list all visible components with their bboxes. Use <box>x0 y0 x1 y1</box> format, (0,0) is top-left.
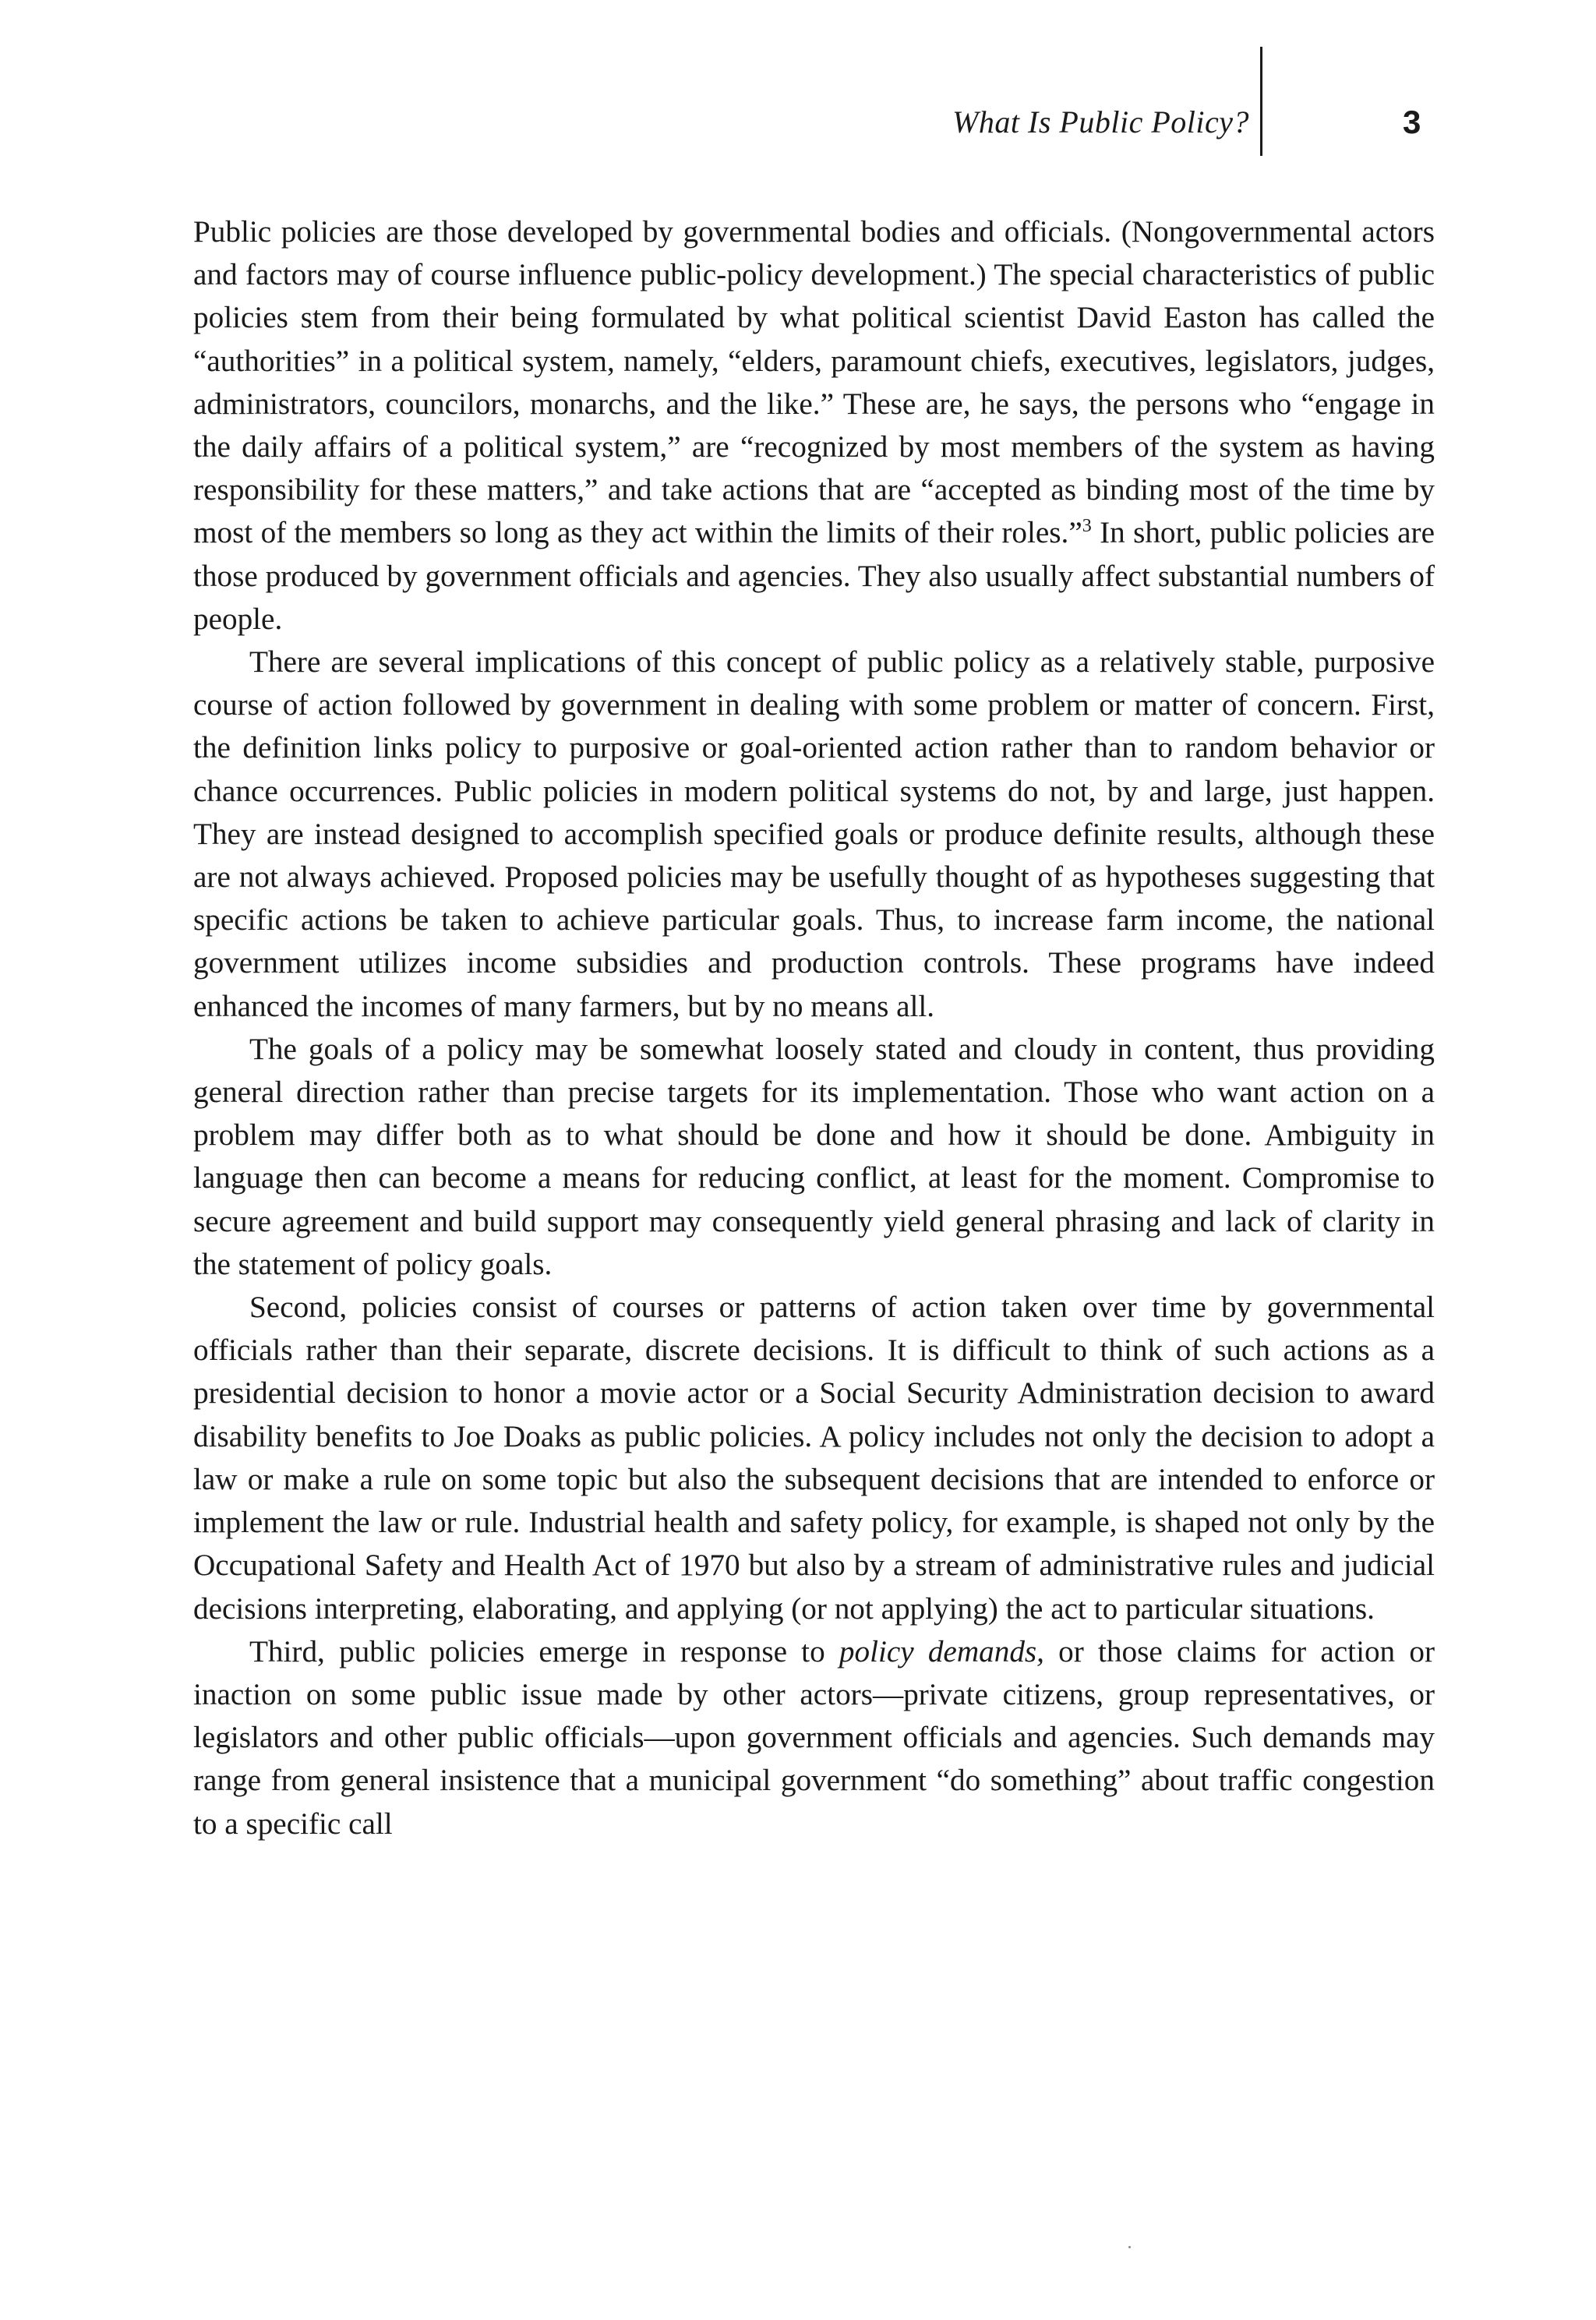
paragraph-2-text: There are several implications of this concept of public policy as a relatively stable, purposive course of action followed by government in dealing with some problem or matter of concern. First, the definition links policy to purposive or goal-oriented action rather than to random behavior or chance occurrences. Public policies in modern political systems do not, by and large, just happen. They are instead designed to accomplish specified goals or produce definite results, although these are not always achieved. Proposed policies may be usefully thought of as hypotheses suggesting that specific actions be taken to achieve particular goals. Thus, to increase farm income, the national government utilizes income subsidies and production controls. These programs have indeed enhanced the incomes of many farmers, but by no means all. <box>193 645 1435 1023</box>
paragraph-4 <box>193 1286 1435 1630</box>
paragraph-5 <box>193 1630 1435 1845</box>
paragraph-3-text: The goals of a policy may be somewhat loosely stated and cloudy in content, thus providing general direction rather than precise targets for its implementation. Those who want action on a problem may differ both as to what should be done and how it should be done. Ambiguity in language then can become a means for reducing conflict, at least for the moment. Compromise to secure agreement and build support may consequently yield general phrasing and lack of clarity in the statement of policy goals. <box>193 1032 1435 1281</box>
running-title: What Is Public Policy? <box>952 104 1249 139</box>
policy-demands-term: policy demands, <box>839 1634 1044 1668</box>
paragraph-5-text-b: or those claims for action or inaction on some public issue made by other actors—private citizens, group representatives, or legislators and other public officials—upon government officials and agencies. Such demands may range from general insistence that a municipal government “do something” about traffic congestion to a specific call <box>193 1634 1435 1841</box>
running-head <box>0 90 1596 152</box>
paragraph-1 <box>193 210 1435 641</box>
paragraph-4-text: Second, policies consist of courses or patterns of action taken over time by governmental officials rather than their separate, discrete decisions. It is difficult to think of such actions as a presidential decision to honor a movie actor or a Social Security Administration decision to award disability benefits to Joe Doaks as public policies. A policy includes not only the decision to adopt a law or make a rule on some topic but also the subsequent decisions that are intended to enforce or implement the law or rule. Industrial health and safety policy, for example, is shaped not only by the Occupational Safety and Health Act of 1970 but also by a stream of administrative rules and judicial decisions interpreting, elaborating, and applying (or not applying) the act to particular situations. <box>193 1291 1435 1626</box>
body-text <box>193 210 1435 1845</box>
scan-speck <box>1128 2246 1131 2248</box>
page-number: 3 <box>1403 104 1421 140</box>
footnote-ref-3: 3 <box>1082 516 1092 537</box>
paragraph-1-text-b: In short, public policies are those produced by government officials and agencies. They also usually affect substantial numbers of people. <box>193 516 1435 636</box>
paragraph-2 <box>193 641 1435 1028</box>
paragraph-5-text-a: Third, public policies emerge in response to <box>249 1634 839 1668</box>
paragraph-1-text-a: Public policies are those developed by governmental bodies and officials. (Nongovernmental actors and factors may of course influence public-policy development.) The special characteristics of public policies stem from their being formulated by what political scientist David Easton has called the “authorities” in a political system, namely, “elders, paramount chiefs, executives, legislators, judges, administrators, councilors, monarchs, and the like.” These are, he says, the persons who “engage in the daily affairs of a political system,” are “recognized by most members of the system as having responsibility for these matters,” and take actions that are “accepted as binding most of the time by most of the members so long as they act within the limits of their roles.” <box>193 215 1435 550</box>
paragraph-3 <box>193 1028 1435 1286</box>
header-rule <box>1260 47 1262 156</box>
